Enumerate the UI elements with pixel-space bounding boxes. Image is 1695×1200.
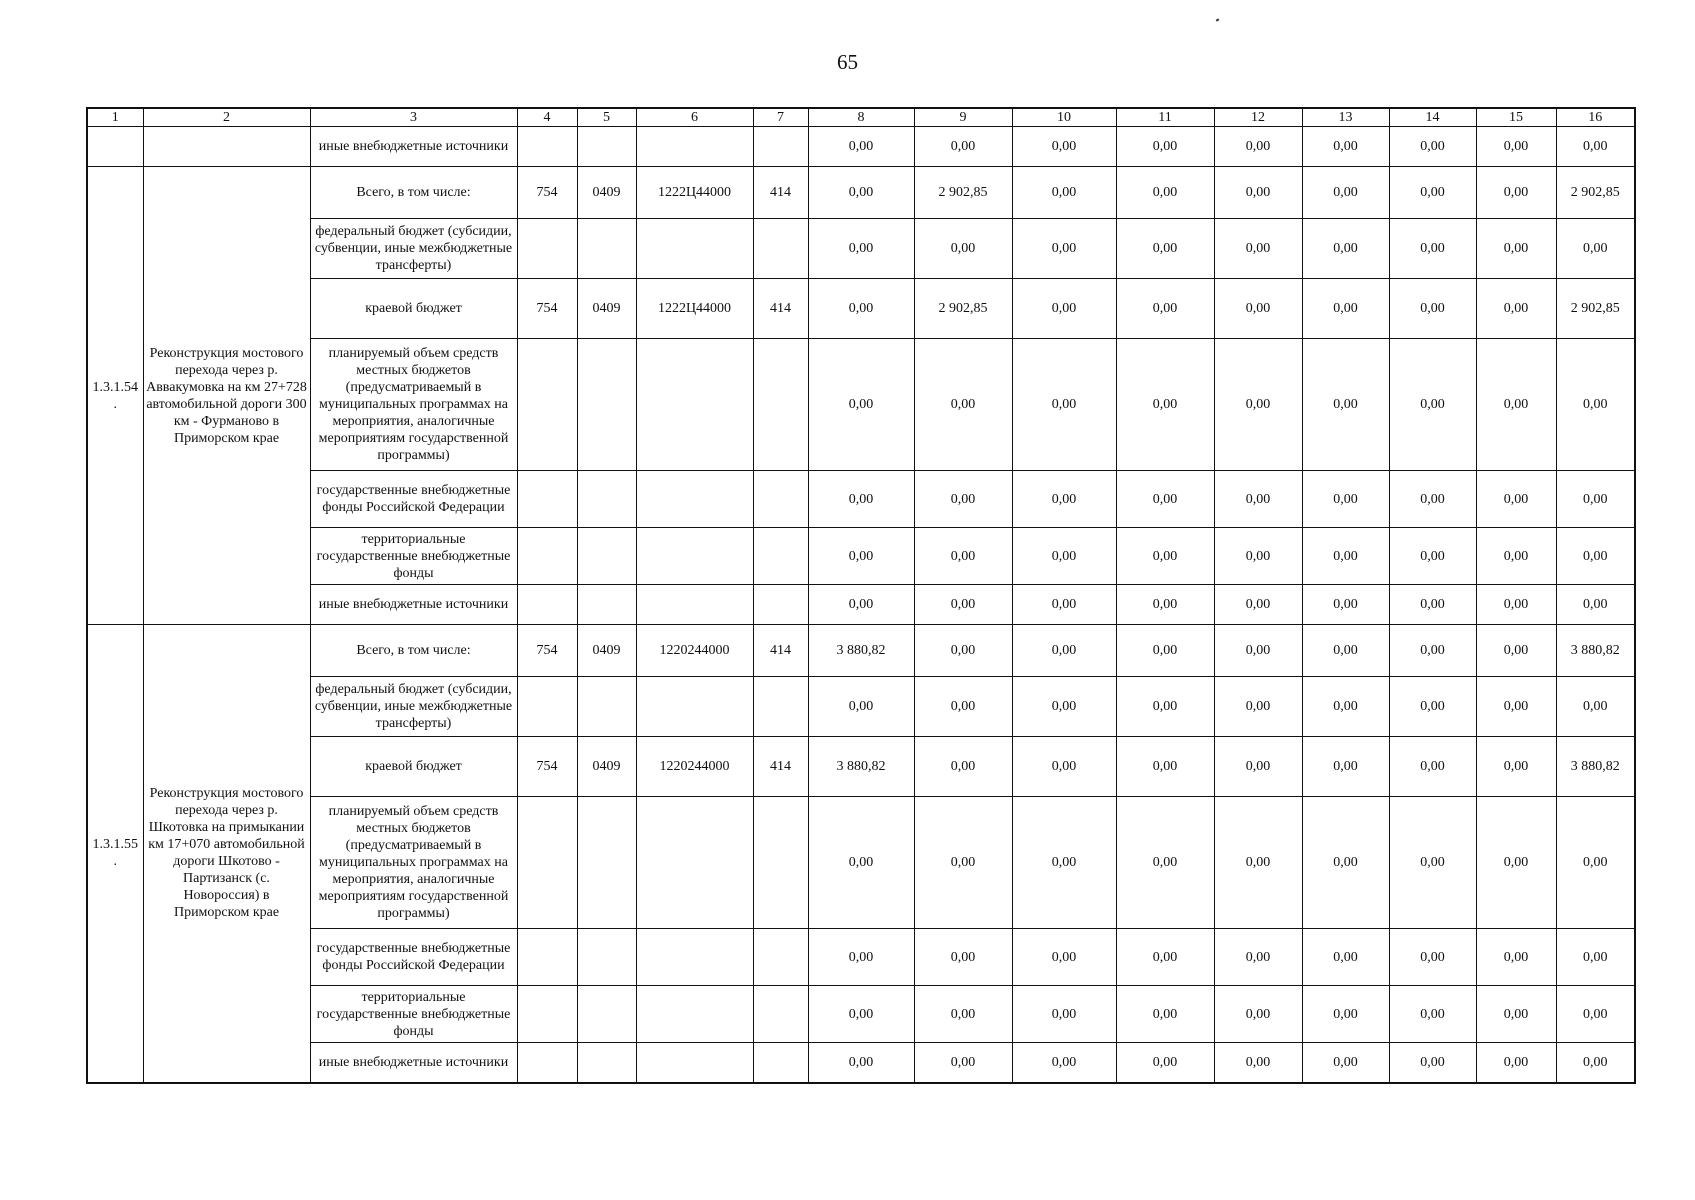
amount-cell: 0,00	[808, 219, 914, 279]
amount-cell: 0,00	[1302, 471, 1389, 528]
funding-source-cell: иные внебюджетные источники	[310, 585, 517, 625]
amount-cell: 0,00	[1302, 219, 1389, 279]
header-row	[87, 108, 1635, 127]
funding-source-cell: Всего, в том числе:	[310, 167, 517, 219]
amount-cell: 3 880,82	[1556, 737, 1635, 797]
table-header	[87, 108, 1635, 127]
amount-cell: 0,00	[1389, 677, 1476, 737]
page-number: 65	[837, 50, 858, 74]
amount-cell: 0,00	[1476, 737, 1556, 797]
empty-cell	[753, 127, 808, 167]
amount-cell: 0,00	[808, 986, 914, 1043]
table-row	[87, 339, 1635, 471]
amount-cell: 0,00	[1389, 528, 1476, 585]
amount-cell: 0,00	[1012, 986, 1116, 1043]
expense-type-cell	[753, 219, 808, 279]
column-header-8: 8	[808, 108, 914, 127]
name-cell	[143, 127, 310, 167]
amount-cell: 0,00	[914, 339, 1012, 471]
expense-type-cell: 414	[753, 279, 808, 339]
amount-cell: 0,00	[1389, 1043, 1476, 1083]
amount-cell: 0,00	[1476, 677, 1556, 737]
amount-cell: 2 902,85	[914, 279, 1012, 339]
amount-cell: 0,00	[1556, 585, 1635, 625]
amount-cell: 0,00	[1556, 929, 1635, 986]
expense-type-cell	[753, 528, 808, 585]
expense-type-cell: 414	[753, 737, 808, 797]
amount-cell: 0,00	[1476, 986, 1556, 1043]
amount-cell: 0,00	[1116, 1043, 1214, 1083]
expense-type-cell	[753, 471, 808, 528]
table-row	[87, 528, 1635, 585]
amount-cell: 0,00	[1214, 677, 1302, 737]
target-article-cell: 1222Ц44000	[636, 167, 753, 219]
amount-cell: 0,00	[914, 471, 1012, 528]
amount-cell: 0,00	[1012, 737, 1116, 797]
item-name: Реконструкция мостового перехода через р. Аввакумовка на км 27+728 автомобильной дороги 300 км - Фурманово в Приморском крае	[143, 167, 310, 625]
expense-type-cell	[753, 986, 808, 1043]
funding-source-cell: территориальные государственные внебюджетные фонды	[310, 528, 517, 585]
amount-cell: 0,00	[1556, 471, 1635, 528]
amount-cell: 0,00	[1012, 929, 1116, 986]
amount-cell: 3 880,82	[1556, 625, 1635, 677]
amount-cell: 0,00	[1476, 929, 1556, 986]
amount-cell: 0,00	[1302, 167, 1389, 219]
amount-cell: 0,00	[1476, 528, 1556, 585]
funding-source-cell: государственные внебюджетные фонды Российской Федерации	[310, 929, 517, 986]
amount-cell: 0,00	[1012, 528, 1116, 585]
funding-source-cell: краевой бюджет	[310, 737, 517, 797]
section-code-cell	[577, 797, 636, 929]
amount-cell: 0,00	[808, 471, 914, 528]
amount-cell: 0,00	[1012, 219, 1116, 279]
target-article-cell	[636, 471, 753, 528]
amount-cell: 0,00	[1012, 585, 1116, 625]
empty-cell	[517, 127, 577, 167]
funding-source-cell: территориальные государственные внебюджетные фонды	[310, 986, 517, 1043]
amount-cell: 0,00	[1476, 471, 1556, 528]
table-row	[87, 585, 1635, 625]
grbs-code-cell	[517, 797, 577, 929]
amount-cell: 0,00	[1214, 339, 1302, 471]
amount-cell: 0,00	[1116, 677, 1214, 737]
amount-cell: 0,00	[808, 585, 914, 625]
expense-type-cell	[753, 339, 808, 471]
amount-cell: 0,00	[1556, 339, 1635, 471]
grbs-code-cell	[517, 986, 577, 1043]
table-row	[87, 167, 1635, 219]
amount-cell: 0,00	[1389, 279, 1476, 339]
budget-table	[86, 107, 1636, 1084]
grbs-code-cell	[517, 339, 577, 471]
amount-cell: 0,00	[1389, 585, 1476, 625]
table-row	[87, 737, 1635, 797]
amount-cell: 0,00	[1116, 986, 1214, 1043]
funding-source-cell: федеральный бюджет (субсидии, субвенции, иные межбюджетные трансферты)	[310, 677, 517, 737]
amount-cell: 0,00	[1302, 528, 1389, 585]
expense-type-cell	[753, 677, 808, 737]
grbs-code-cell: 754	[517, 737, 577, 797]
amount-cell: 3 880,82	[808, 625, 914, 677]
item-code: 1.3.1.54 .	[87, 167, 143, 625]
amount-cell: 0,00	[1214, 625, 1302, 677]
amount-cell: 0,00	[1302, 127, 1389, 167]
amount-cell: 0,00	[1556, 677, 1635, 737]
expense-type-cell: 414	[753, 625, 808, 677]
target-article-cell	[636, 797, 753, 929]
amount-cell: 0,00	[808, 1043, 914, 1083]
amount-cell: 0,00	[1476, 167, 1556, 219]
table-row	[87, 279, 1635, 339]
section-code-cell	[577, 677, 636, 737]
section-code-cell	[577, 929, 636, 986]
column-header-16: 16	[1556, 108, 1635, 127]
amount-cell: 0,00	[1476, 1043, 1556, 1083]
expense-type-cell: 414	[753, 167, 808, 219]
section-code-cell	[577, 219, 636, 279]
amount-cell: 0,00	[1302, 797, 1389, 929]
amount-cell: 0,00	[1556, 528, 1635, 585]
amount-cell: 0,00	[808, 929, 914, 986]
grbs-code-cell: 754	[517, 279, 577, 339]
amount-cell: 0,00	[1302, 929, 1389, 986]
item-name: Реконструкция мостового перехода через р. Шкотовка на примыкании км 17+070 автомобильной дороги Шкотово - Партизанск (с. Новороссия) в Приморском крае	[143, 625, 310, 1083]
amount-cell: 0,00	[1556, 986, 1635, 1043]
amount-cell: 0,00	[1214, 1043, 1302, 1083]
column-header-11: 11	[1116, 108, 1214, 127]
expense-type-cell	[753, 585, 808, 625]
target-article-cell	[636, 677, 753, 737]
amount-cell: 0,00	[1116, 339, 1214, 471]
funding-source-cell: планируемый объем средств местных бюджетов (предусматриваемый в муниципальных программах на мероприятия, аналогичные мероприятиям государственной программы)	[310, 339, 517, 471]
funding-source-cell: краевой бюджет	[310, 279, 517, 339]
table-row	[87, 797, 1635, 929]
grbs-code-cell	[517, 677, 577, 737]
amount-cell: 0,00	[808, 167, 914, 219]
grbs-code-cell	[517, 1043, 577, 1083]
amount-cell: 0,00	[1012, 1043, 1116, 1083]
section-code-cell: 0409	[577, 167, 636, 219]
section-code-cell: 0409	[577, 625, 636, 677]
amount-cell: 0,00	[1214, 279, 1302, 339]
grbs-code-cell: 754	[517, 167, 577, 219]
funding-source-cell: федеральный бюджет (субсидии, субвенции, иные межбюджетные трансферты)	[310, 219, 517, 279]
amount-cell: 0,00	[808, 528, 914, 585]
item-code: 1.3.1.55 .	[87, 625, 143, 1083]
table-row	[87, 929, 1635, 986]
column-header-7: 7	[753, 108, 808, 127]
amount-cell: 0,00	[1214, 167, 1302, 219]
empty-cell	[577, 127, 636, 167]
amount-cell: 0,00	[1116, 585, 1214, 625]
amount-cell: 0,00	[1012, 127, 1116, 167]
amount-cell: 0,00	[1012, 797, 1116, 929]
table-row	[87, 625, 1635, 677]
funding-source-cell: Всего, в том числе:	[310, 625, 517, 677]
expense-type-cell	[753, 797, 808, 929]
column-header-10: 10	[1012, 108, 1116, 127]
column-header-5: 5	[577, 108, 636, 127]
column-header-14: 14	[1389, 108, 1476, 127]
column-header-4: 4	[517, 108, 577, 127]
amount-cell: 0,00	[808, 279, 914, 339]
grbs-code-cell	[517, 929, 577, 986]
target-article-cell	[636, 929, 753, 986]
amount-cell: 0,00	[1556, 219, 1635, 279]
amount-cell: 0,00	[1116, 797, 1214, 929]
table-row	[87, 1043, 1635, 1083]
amount-cell: 0,00	[1556, 797, 1635, 929]
amount-cell: 0,00	[1214, 127, 1302, 167]
amount-cell: 0,00	[914, 528, 1012, 585]
table-row	[87, 127, 1635, 167]
column-header-1: 1	[87, 108, 143, 127]
amount-cell: 0,00	[1389, 737, 1476, 797]
code-cell	[87, 127, 143, 167]
grbs-code-cell: 754	[517, 625, 577, 677]
target-article-cell	[636, 528, 753, 585]
funding-source-cell: государственные внебюджетные фонды Российской Федерации	[310, 471, 517, 528]
section-code-cell	[577, 1043, 636, 1083]
amount-cell: 0,00	[1214, 219, 1302, 279]
section-code-cell	[577, 528, 636, 585]
column-header-9: 9	[914, 108, 1012, 127]
section-code-cell	[577, 339, 636, 471]
amount-cell: 0,00	[1302, 625, 1389, 677]
amount-cell: 2 902,85	[1556, 279, 1635, 339]
amount-cell: 0,00	[1476, 279, 1556, 339]
table-row	[87, 677, 1635, 737]
amount-cell: 0,00	[1389, 797, 1476, 929]
table-row	[87, 986, 1635, 1043]
column-header-2: 2	[143, 108, 310, 127]
amount-cell: 2 902,85	[914, 167, 1012, 219]
section-code-cell	[577, 471, 636, 528]
amount-cell: 0,00	[1116, 219, 1214, 279]
target-article-cell	[636, 339, 753, 471]
amount-cell: 0,00	[1214, 797, 1302, 929]
column-header-13: 13	[1302, 108, 1389, 127]
scan-speck	[1216, 18, 1220, 21]
amount-cell: 0,00	[1302, 986, 1389, 1043]
target-article-cell	[636, 986, 753, 1043]
column-header-6: 6	[636, 108, 753, 127]
amount-cell: 0,00	[1012, 471, 1116, 528]
amount-cell: 0,00	[1302, 279, 1389, 339]
amount-cell: 0,00	[808, 797, 914, 929]
table-body	[87, 127, 1635, 1083]
funding-source-cell: иные внебюджетные источники	[310, 1043, 517, 1083]
target-article-cell	[636, 219, 753, 279]
target-article-cell	[636, 585, 753, 625]
amount-cell: 0,00	[1302, 677, 1389, 737]
amount-cell: 0,00	[1556, 127, 1635, 167]
amount-cell: 0,00	[914, 585, 1012, 625]
amount-cell: 0,00	[1116, 167, 1214, 219]
table-row	[87, 471, 1635, 528]
amount-cell: 0,00	[1214, 528, 1302, 585]
amount-cell: 0,00	[914, 625, 1012, 677]
target-article-cell: 1220244000	[636, 625, 753, 677]
amount-cell: 0,00	[1476, 585, 1556, 625]
empty-cell	[636, 127, 753, 167]
amount-cell: 0,00	[914, 986, 1012, 1043]
section-code-cell: 0409	[577, 279, 636, 339]
amount-cell: 0,00	[914, 1043, 1012, 1083]
target-article-cell: 1220244000	[636, 737, 753, 797]
amount-cell: 0,00	[1214, 986, 1302, 1043]
amount-cell: 0,00	[1214, 585, 1302, 625]
expense-type-cell	[753, 929, 808, 986]
amount-cell: 0,00	[1302, 339, 1389, 471]
amount-cell: 0,00	[1214, 471, 1302, 528]
amount-cell: 0,00	[1116, 279, 1214, 339]
amount-cell: 0,00	[1214, 929, 1302, 986]
section-code-cell	[577, 585, 636, 625]
grbs-code-cell	[517, 219, 577, 279]
amount-cell: 0,00	[1116, 471, 1214, 528]
section-code-cell: 0409	[577, 737, 636, 797]
target-article-cell: 1222Ц44000	[636, 279, 753, 339]
amount-cell: 0,00	[808, 127, 914, 167]
amount-cell: 0,00	[1476, 797, 1556, 929]
amount-cell: 0,00	[914, 737, 1012, 797]
column-header-12: 12	[1214, 108, 1302, 127]
amount-cell: 0,00	[1116, 929, 1214, 986]
section-code-cell	[577, 986, 636, 1043]
amount-cell: 0,00	[914, 127, 1012, 167]
amount-cell: 0,00	[1476, 625, 1556, 677]
amount-cell: 0,00	[1556, 1043, 1635, 1083]
amount-cell: 3 880,82	[808, 737, 914, 797]
amount-cell: 0,00	[914, 929, 1012, 986]
amount-cell: 0,00	[1116, 737, 1214, 797]
amount-cell: 0,00	[808, 339, 914, 471]
amount-cell: 0,00	[1012, 167, 1116, 219]
amount-cell: 0,00	[1389, 471, 1476, 528]
grbs-code-cell	[517, 585, 577, 625]
amount-cell: 0,00	[1389, 219, 1476, 279]
amount-cell: 0,00	[1389, 167, 1476, 219]
expense-type-cell	[753, 1043, 808, 1083]
amount-cell: 0,00	[1012, 279, 1116, 339]
amount-cell: 0,00	[1116, 127, 1214, 167]
amount-cell: 0,00	[1476, 127, 1556, 167]
table-row	[87, 219, 1635, 279]
amount-cell: 0,00	[1302, 737, 1389, 797]
column-header-3: 3	[310, 108, 517, 127]
amount-cell: 0,00	[1389, 625, 1476, 677]
amount-cell: 0,00	[1116, 528, 1214, 585]
funding-source-cell: планируемый объем средств местных бюджетов (предусматриваемый в муниципальных программах на мероприятия, аналогичные мероприятиям государственной программы)	[310, 797, 517, 929]
grbs-code-cell	[517, 528, 577, 585]
column-header-15: 15	[1476, 108, 1556, 127]
amount-cell: 0,00	[808, 677, 914, 737]
amount-cell: 0,00	[1389, 986, 1476, 1043]
amount-cell: 0,00	[1476, 339, 1556, 471]
amount-cell: 0,00	[1116, 625, 1214, 677]
amount-cell: 0,00	[914, 797, 1012, 929]
amount-cell: 2 902,85	[1556, 167, 1635, 219]
amount-cell: 0,00	[1302, 585, 1389, 625]
amount-cell: 0,00	[1476, 219, 1556, 279]
amount-cell: 0,00	[914, 677, 1012, 737]
target-article-cell	[636, 1043, 753, 1083]
amount-cell: 0,00	[1389, 929, 1476, 986]
amount-cell: 0,00	[1389, 127, 1476, 167]
amount-cell: 0,00	[1302, 1043, 1389, 1083]
amount-cell: 0,00	[1214, 737, 1302, 797]
amount-cell: 0,00	[1389, 339, 1476, 471]
amount-cell: 0,00	[1012, 677, 1116, 737]
amount-cell: 0,00	[914, 219, 1012, 279]
amount-cell: 0,00	[1012, 625, 1116, 677]
amount-cell: 0,00	[1012, 339, 1116, 471]
grbs-code-cell	[517, 471, 577, 528]
funding-source-cell: иные внебюджетные источники	[310, 127, 517, 167]
